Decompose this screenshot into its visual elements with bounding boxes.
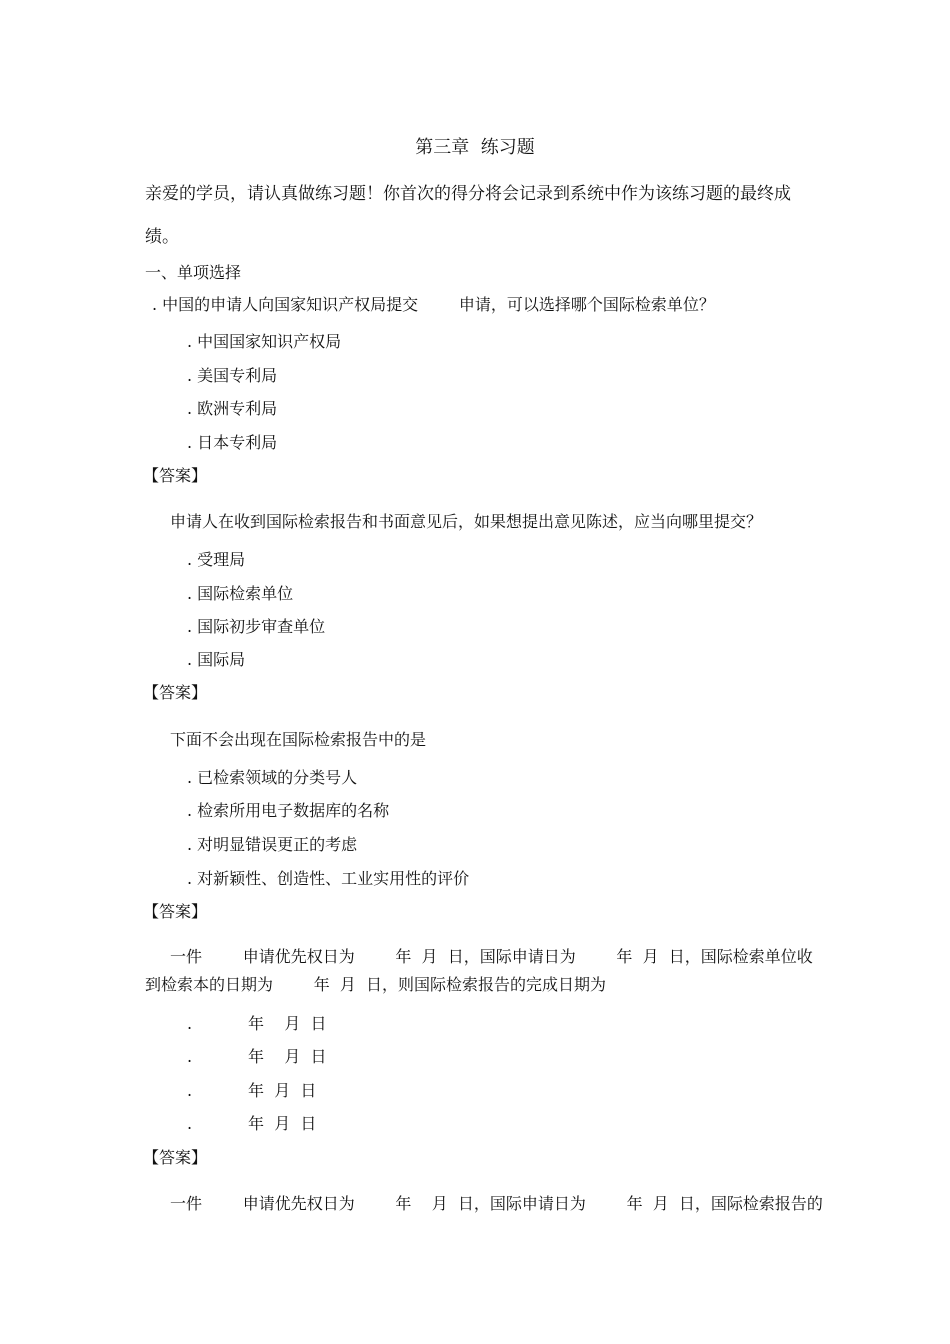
question-2-option-a: . 受理局 bbox=[187, 550, 246, 569]
question-3-option-b: . 检索所用电子数据库的名称 bbox=[187, 801, 390, 820]
question-4-option-b: . 年 月 日 bbox=[187, 1047, 327, 1066]
answer-label-3: 【答案】 bbox=[143, 902, 208, 921]
question-1: . 中国的申请人向国家知识产权局提交 申请，可以选择哪个国际检索单位？ bbox=[152, 295, 715, 314]
question-3-option-a: . 已检索领域的分类号人 bbox=[187, 768, 358, 787]
question-2: 申请人在收到国际检索报告和书面意见后，如果想提出意见陈述，应当向哪里提交？ bbox=[170, 512, 763, 531]
question-1-option-c: . 欧洲专利局 bbox=[187, 399, 278, 418]
question-1-option-b: . 美国专利局 bbox=[187, 366, 278, 385]
question-5-line-1: 一件 申请优先权日为 年 月 日，国际申请日为 年 月 日，国际检索报告的 bbox=[170, 1194, 823, 1213]
question-2-option-c: . 国际初步审查单位 bbox=[187, 617, 326, 636]
question-3: 下面不会出现在国际检索报告中的是 bbox=[170, 730, 427, 749]
intro-line-1: 亲爱的学员，请认真做练习题！你首次的得分将会记录到系统中作为该练习题的最终成 bbox=[145, 184, 791, 204]
intro-line-2: 绩。 bbox=[145, 227, 179, 247]
question-4-line-1: 一件 申请优先权日为 年 月 日，国际申请日为 年 月 日，国际检索单位收 bbox=[170, 947, 813, 966]
question-3-option-d: . 对新颖性、创造性、工业实用性的评价 bbox=[187, 869, 470, 888]
question-1-option-d: . 日本专利局 bbox=[187, 433, 278, 452]
question-1-option-a: . 中国国家知识产权局 bbox=[187, 332, 342, 351]
question-4-option-c: . 年 月 日 bbox=[187, 1081, 317, 1100]
question-2-option-b: . 国际检索单位 bbox=[187, 584, 294, 603]
question-4-option-d: . 年 月 日 bbox=[187, 1114, 317, 1133]
question-4-line-2: 到检索本的日期为 年 月 日，则国际检索报告的完成日期为 bbox=[145, 975, 607, 994]
answer-label-1: 【答案】 bbox=[143, 466, 208, 485]
question-4-option-a: . 年 月 日 bbox=[187, 1014, 327, 1033]
answer-label-4: 【答案】 bbox=[143, 1148, 208, 1167]
section-heading: 一、单项选择 bbox=[145, 263, 242, 282]
question-2-option-d: . 国际局 bbox=[187, 650, 246, 669]
page-title: 第三章 练习题 bbox=[415, 137, 535, 158]
answer-label-2: 【答案】 bbox=[143, 683, 208, 702]
question-3-option-c: . 对明显错误更正的考虑 bbox=[187, 835, 358, 854]
